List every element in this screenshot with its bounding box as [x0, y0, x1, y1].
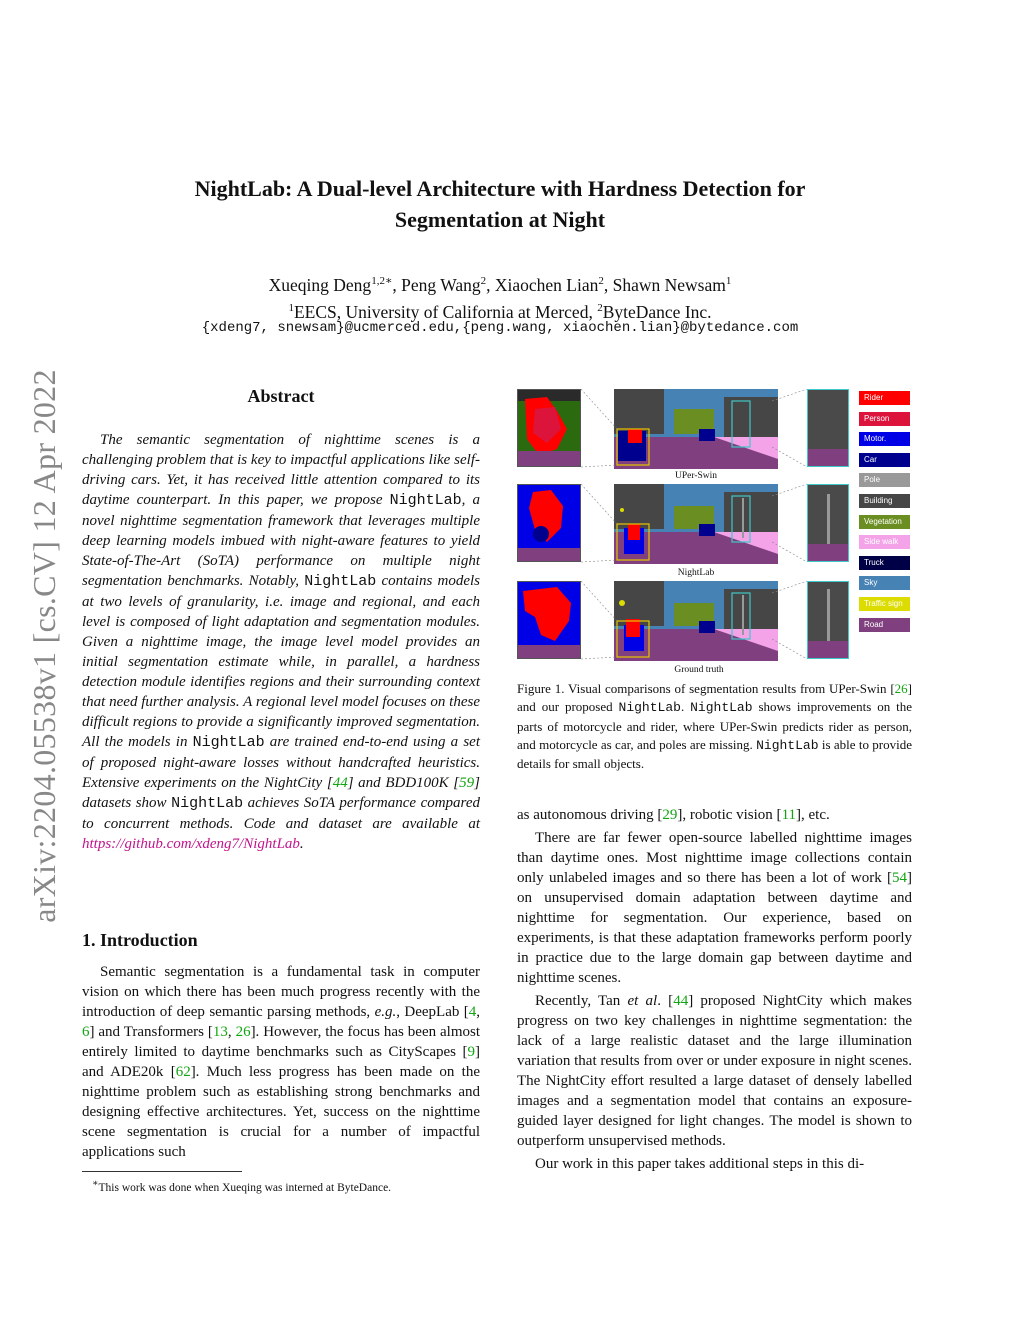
text-run: . — [299, 836, 304, 852]
right-paragraph-1 — [517, 805, 912, 825]
legend-item-building: Building — [859, 494, 910, 508]
citation-link[interactable]: 4 — [468, 1004, 477, 1020]
title-line-2: Segmentation at Night — [394, 207, 606, 232]
footnote — [92, 1178, 391, 1194]
right-paragraph-3 — [517, 991, 912, 1151]
legend-item-car: Car — [859, 453, 910, 467]
text-run: contains models at two levels of granularity, i.e. image and regional, and each level is composed of light adaptation and segmentation modules. Given a nighttime image, the image level model provides an initial segmentation estimate while, in parallel, a hardness detection module identifies regions and their surrounding context that need further analysis. A regional level model focuses on these difficult regions to provide a significantly improved segmentation. All the models in — [82, 573, 480, 750]
legend-item-traffic-sign: Traffic sign — [859, 597, 910, 611]
footnote-rule — [82, 1171, 242, 1172]
text-run: is able to provide details for small objects. — [517, 736, 912, 772]
text-run: ], robotic vision [ — [677, 807, 782, 823]
text-run: ] datasets show — [82, 775, 480, 811]
citation-link[interactable]: 11 — [781, 807, 797, 823]
text-run: Figure 1. Visual comparisons of segmentation results from UPer-Swin [ — [517, 681, 895, 696]
text-run: et al — [627, 993, 658, 1009]
title-line-1: NightLab: A Dual-level Architecture with Hardness Detection for — [194, 176, 806, 201]
text-run: achieves SoTA performance compared to concurrent methods. Code and dataset are available at — [82, 795, 480, 832]
figure-label-ground-truth: Ground truth — [674, 665, 724, 675]
text-run: . — [680, 699, 691, 715]
citation-link[interactable]: 9 — [467, 1044, 475, 1060]
text-run: Semantic segmentation is a fundamental task in computer vision on which there has been much progress recently with the introduction of deep semantic parsing methods, — [82, 964, 480, 1020]
intro-body — [82, 962, 480, 1162]
text-run: Recently, Tan — [535, 993, 628, 1009]
affiliation-1: EECS, University of California at Merced, — [293, 301, 598, 322]
citation-link[interactable]: 44 — [673, 993, 689, 1009]
citation-link[interactable]: 13 — [212, 1024, 228, 1040]
right-paragraph-4: Our work in this paper takes additional steps in this di- — [535, 1156, 865, 1172]
author-name: Xueqing Deng — [268, 274, 372, 295]
github-link[interactable]: https://github.com/xdeng7/NightLab — [82, 836, 300, 852]
pole-crop-uper-swin — [807, 389, 849, 467]
pole-crop-nightlab — [807, 484, 849, 562]
author-block — [0, 270, 1000, 324]
right-column-body — [517, 805, 912, 1174]
abstract-paragraph — [82, 430, 480, 854]
nightlab-mono: NightLab — [171, 795, 244, 812]
affiliation-2: ByteDance Inc. — [602, 301, 712, 322]
text-run: . [ — [657, 993, 674, 1009]
nightlab-mono: NightLab — [192, 734, 265, 751]
legend-item-rider: Rider — [859, 391, 910, 405]
affiliation-sup: 1 — [288, 301, 294, 314]
nightlab-mono: NightLab — [690, 700, 753, 716]
text-run: ] on unsupervised domain adaptation between daytime and nighttime for segmentation. Our experience, based on experiments, is that these adaptation frameworks perform poorly in practice due to the large domain gap between daytime and nighttime scenes. — [517, 870, 912, 986]
author-sep: , — [392, 274, 402, 295]
pole-crop-ground-truth — [807, 581, 849, 659]
citation-link[interactable]: 26 — [235, 1024, 251, 1040]
legend-item-pole: Pole — [859, 473, 910, 487]
text-run: ] proposed NightCity which makes progress on two key challenges in nighttime segmentation: the lack of a large realistic dataset and the large illumination variation that results from over or under exposure in night scenes. The NightCity effort resulted a large dataset of densely labelled images and a segmentation model that contains an exposure-guided layer designed for light changes. The model is shown to outperform unsupervised methods. — [517, 993, 912, 1149]
footnote-sup: ∗ — [92, 1178, 99, 1189]
nightlab-mono: NightLab — [618, 700, 681, 716]
abstract-heading: Abstract — [247, 386, 315, 406]
legend-item-sky: Sky — [859, 576, 910, 590]
text-run: ]. However, the focus has been almost entirely limited to daytime benchmarks such as CityScapes [ — [82, 1024, 481, 1060]
citation-link[interactable]: 6 — [82, 1024, 90, 1040]
author-sup: 2 — [480, 275, 487, 287]
zoom-crop-nightlab — [517, 484, 581, 562]
text-run: ] and Transformers [ — [89, 1024, 213, 1040]
author-sup: 1 — [725, 275, 732, 287]
text-run: ] and ADE20k [ — [82, 1044, 480, 1080]
author-name: Shawn Newsam — [612, 274, 726, 295]
citation-link[interactable]: 59 — [459, 775, 475, 791]
legend-item-motor-: Motor. — [859, 432, 910, 446]
citation-link[interactable]: 26 — [894, 681, 908, 696]
author-name: Peng Wang — [401, 274, 481, 295]
author-name: Xiaochen Lian — [494, 274, 599, 295]
citation-link[interactable]: 29 — [662, 807, 678, 823]
citation-link[interactable]: 62 — [175, 1064, 191, 1080]
figure-label-nightlab: NightLab — [677, 568, 715, 578]
affiliation-sup: 2 — [597, 301, 603, 314]
text-run: shows improvements on the parts of motorcycle and rider, where UPer-Swin predicts rider as person, and motorcycle as car, and poles are missing. — [517, 699, 912, 752]
intro-paragraph — [82, 962, 480, 1162]
zoom-connector-lines — [581, 389, 811, 661]
author-sup: 1,2∗ — [371, 275, 393, 287]
text-run: ] and BDD100K [ — [347, 775, 460, 791]
author-sep: , — [603, 274, 613, 295]
right-paragraph-2 — [517, 828, 912, 988]
section-heading-introduction: 1. Introduction — [82, 930, 198, 950]
footnote-text: This work was done when Xueqing was interned at ByteDance. — [98, 1181, 392, 1194]
text-run: ]. Much less progress has been made on the nighttime problem such as establishing strong benchmarks and designing effective architectures. Yet, success on the nighttime scene segmentation is crucial for a number of impactful applications such — [82, 1064, 480, 1160]
text-run: There are far fewer open-source labelled nighttime images than daytime ones. Most nighttime image collections contain only unlabeled images and so there has been a lot of work [ — [517, 830, 912, 886]
text-run: , a novel nighttime segmentation framework that leverages multiple deep learning models imbued with night-aware features to yield State-of-The-Art (SoTA) performance on multiple night segmentation benchmarks. Notably, — [82, 492, 480, 589]
legend-item-truck: Truck — [859, 556, 910, 570]
legend-item-road: Road — [859, 618, 910, 632]
text-run: ], etc. — [796, 807, 830, 823]
citation-link[interactable]: 54 — [892, 870, 907, 886]
text-run: , — [476, 1004, 481, 1020]
nightlab-mono: NightLab — [389, 492, 462, 509]
text-run: The semantic segmentation of nighttime scenes is a challenging problem that is key to impactful applications like self-driving cars. Yet, it has received little attention compared to its daytime counterpart. In this paper, we propose — [82, 432, 480, 508]
abstract-body — [82, 430, 480, 854]
text-run: , DeepLab [ — [396, 1004, 469, 1020]
author-sup: 2 — [598, 275, 604, 287]
citation-link[interactable]: 44 — [332, 775, 348, 791]
legend-item-person: Person — [859, 412, 910, 426]
nightlab-mono: NightLab — [304, 573, 377, 590]
text-run: , — [227, 1024, 236, 1040]
author-sep: , — [486, 274, 495, 295]
zoom-crop-ground-truth — [517, 581, 581, 659]
figure-label-uper-swin: UPer-Swin — [674, 471, 718, 481]
text-run: e.g. — [374, 1004, 397, 1020]
text-run: are trained end-to-end using a set of proposed night-aware losses without handcrafted heuristics. Extensive experiments on the NightCity [ — [82, 734, 480, 791]
nightlab-mono: NightLab — [756, 737, 819, 753]
legend-item-side-walk: Side walk — [859, 535, 910, 549]
arxiv-side-stamp: arXiv:2204.05538v1 [cs.CV] 12 Apr 2022 — [26, 369, 62, 923]
zoom-crop-uper-swin — [517, 389, 581, 467]
author-names — [0, 270, 1000, 297]
text-run: ] and our proposed — [517, 681, 912, 715]
figure-1-caption — [517, 680, 912, 773]
author-emails: {xdeng7, snewsam}@ucmerced.edu,{peng.wang, xiaochen.lian}@bytedance.com — [201, 320, 799, 336]
legend-item-vegetation: Vegetation — [859, 515, 910, 529]
text-run: as autonomous driving [ — [517, 807, 663, 823]
paper-title — [0, 173, 1000, 235]
